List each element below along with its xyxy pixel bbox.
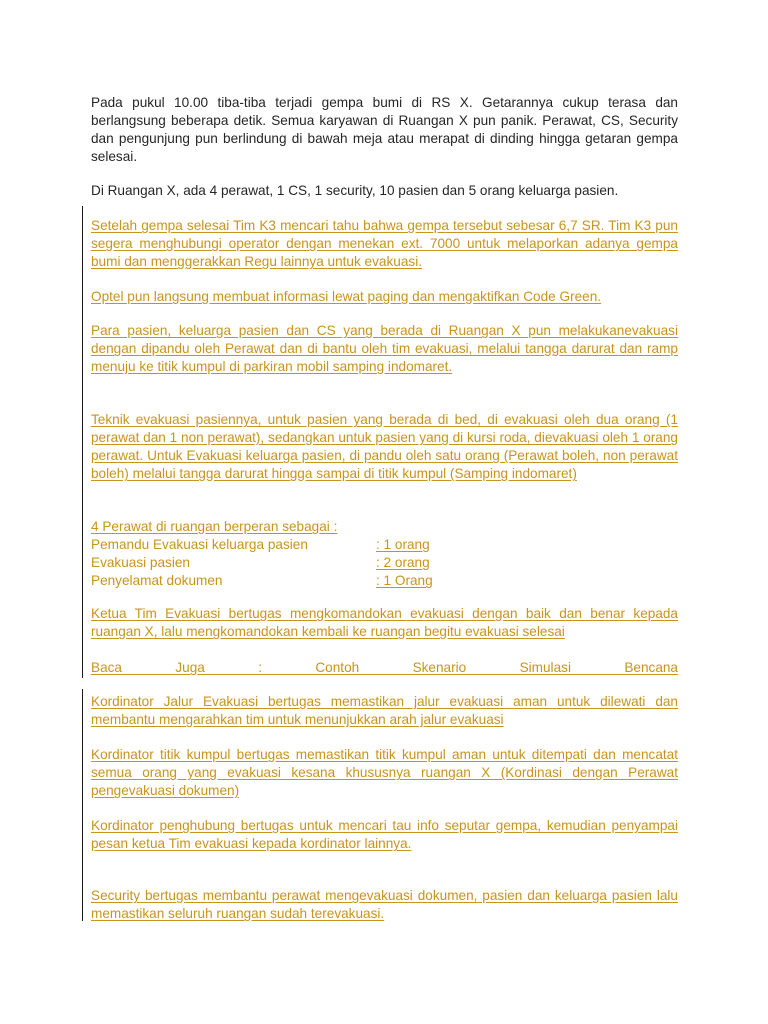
role-count: : 1 orang bbox=[376, 537, 430, 552]
role-name: Evakuasi pasien bbox=[91, 555, 190, 570]
k3-paragraph: Setelah gempa selesai Tim K3 mencari tahu bahwa gempa tersebut sebesar 6,7 SR. Tim K3 pun segera menghubungi operator dengan menekan ext. 7000 untuk melaporkan adanya gempa bumi dan menggerakkan Regu lainnya untuk evakuasi. bbox=[91, 218, 678, 269]
role-count: : 2 orang bbox=[376, 555, 430, 570]
roles-block bbox=[91, 518, 678, 590]
technique-paragraph: Teknik evakuasi pasiennya, untuk pasien yang berada di bed, di evakuasi oleh dua orang (1 perawat dan 1 non perawat), sedangkan untuk pasien yang di kursi roda, dievakuasi oleh 1 orang perawat. Untuk Evakuasi keluarga pasien, di pandu oleh satu orang (Perawat boleh, non perawat boleh) melalui tangga darurat hingga sampai di titik kumpul (Samping indomaret) bbox=[91, 412, 678, 481]
people-paragraph: Di Ruangan X, ada 4 perawat, 1 CS, 1 security, 10 pasien dan 5 orang keluarga pasien. bbox=[91, 183, 619, 198]
role-name: Pemandu Evakuasi keluarga pasien bbox=[91, 537, 308, 552]
intro-paragraph: Pada pukul 10.00 tiba-tiba terjadi gempa bumi di RS X. Getarannya cukup terasa dan berlangsung beberapa detik. Semua karyawan di Ruangan X pun panik. Perawat, CS, Security dan pengunjung pun berlindung di bawah meja atau merapat di dinding hingga getaran gempa selesai. bbox=[91, 95, 678, 164]
role-count: : 1 Orang bbox=[376, 573, 433, 588]
role-row bbox=[91, 554, 678, 572]
change-bar-upper bbox=[82, 206, 83, 678]
ketua-paragraph: Ketua Tim Evakuasi bertugas mengkomandokan evakuasi dengan baik dan benar kepada ruangan X, lalu mengkomandokan kembali ke ruangan begitu evakuasi selesai bbox=[91, 606, 678, 639]
change-bar-lower bbox=[82, 689, 83, 921]
patients-paragraph: Para pasien, keluarga pasien dan CS yang berada di Ruangan X pun melakukanevakuasi dengan dipandu oleh Perawat dan di bantu oleh tim evakuasi, melalui tangga darurat dan ramp menuju ke titik kumpul di parkiran mobil samping indomaret. bbox=[91, 323, 678, 374]
optel-paragraph: Optel pun langsung membuat informasi lewat paging dan mengaktifkan Code Green. bbox=[91, 289, 602, 304]
titik-paragraph: Kordinator titik kumpul bertugas memastikan titik kumpul aman untuk ditempati dan mencatat semua orang yang evakuasi kesana khususnya ruangan X (Kordinasi dengan Perawat pengevakuasi dokumen) bbox=[91, 747, 678, 798]
baca-juga-link[interactable]: Baca Juga : Contoh Skenario Simulasi Bencana bbox=[91, 660, 678, 675]
roles-heading: 4 Perawat di ruangan berperan sebagai : bbox=[91, 519, 338, 534]
role-row bbox=[91, 572, 678, 590]
security-paragraph: Security bertugas membantu perawat mengevakuasi dokumen, pasien dan keluarga pasien lalu memastikan seluruh ruangan sudah terevakuasi. bbox=[91, 888, 678, 921]
jalur-paragraph: Kordinator Jalur Evakuasi bertugas memastikan jalur evakuasi aman untuk dilewati dan membantu mengarahkan tim untuk menunjukkan arah jalur evakuasi bbox=[91, 694, 678, 727]
penghubung-paragraph: Kordinator penghubung bertugas untuk mencari tau info seputar gempa, kemudian penyampai pesan ketua Tim evakuasi kepada kordinator lainnya. bbox=[91, 818, 678, 851]
role-name: Penyelamat dokumen bbox=[91, 573, 223, 588]
role-row bbox=[91, 536, 678, 554]
